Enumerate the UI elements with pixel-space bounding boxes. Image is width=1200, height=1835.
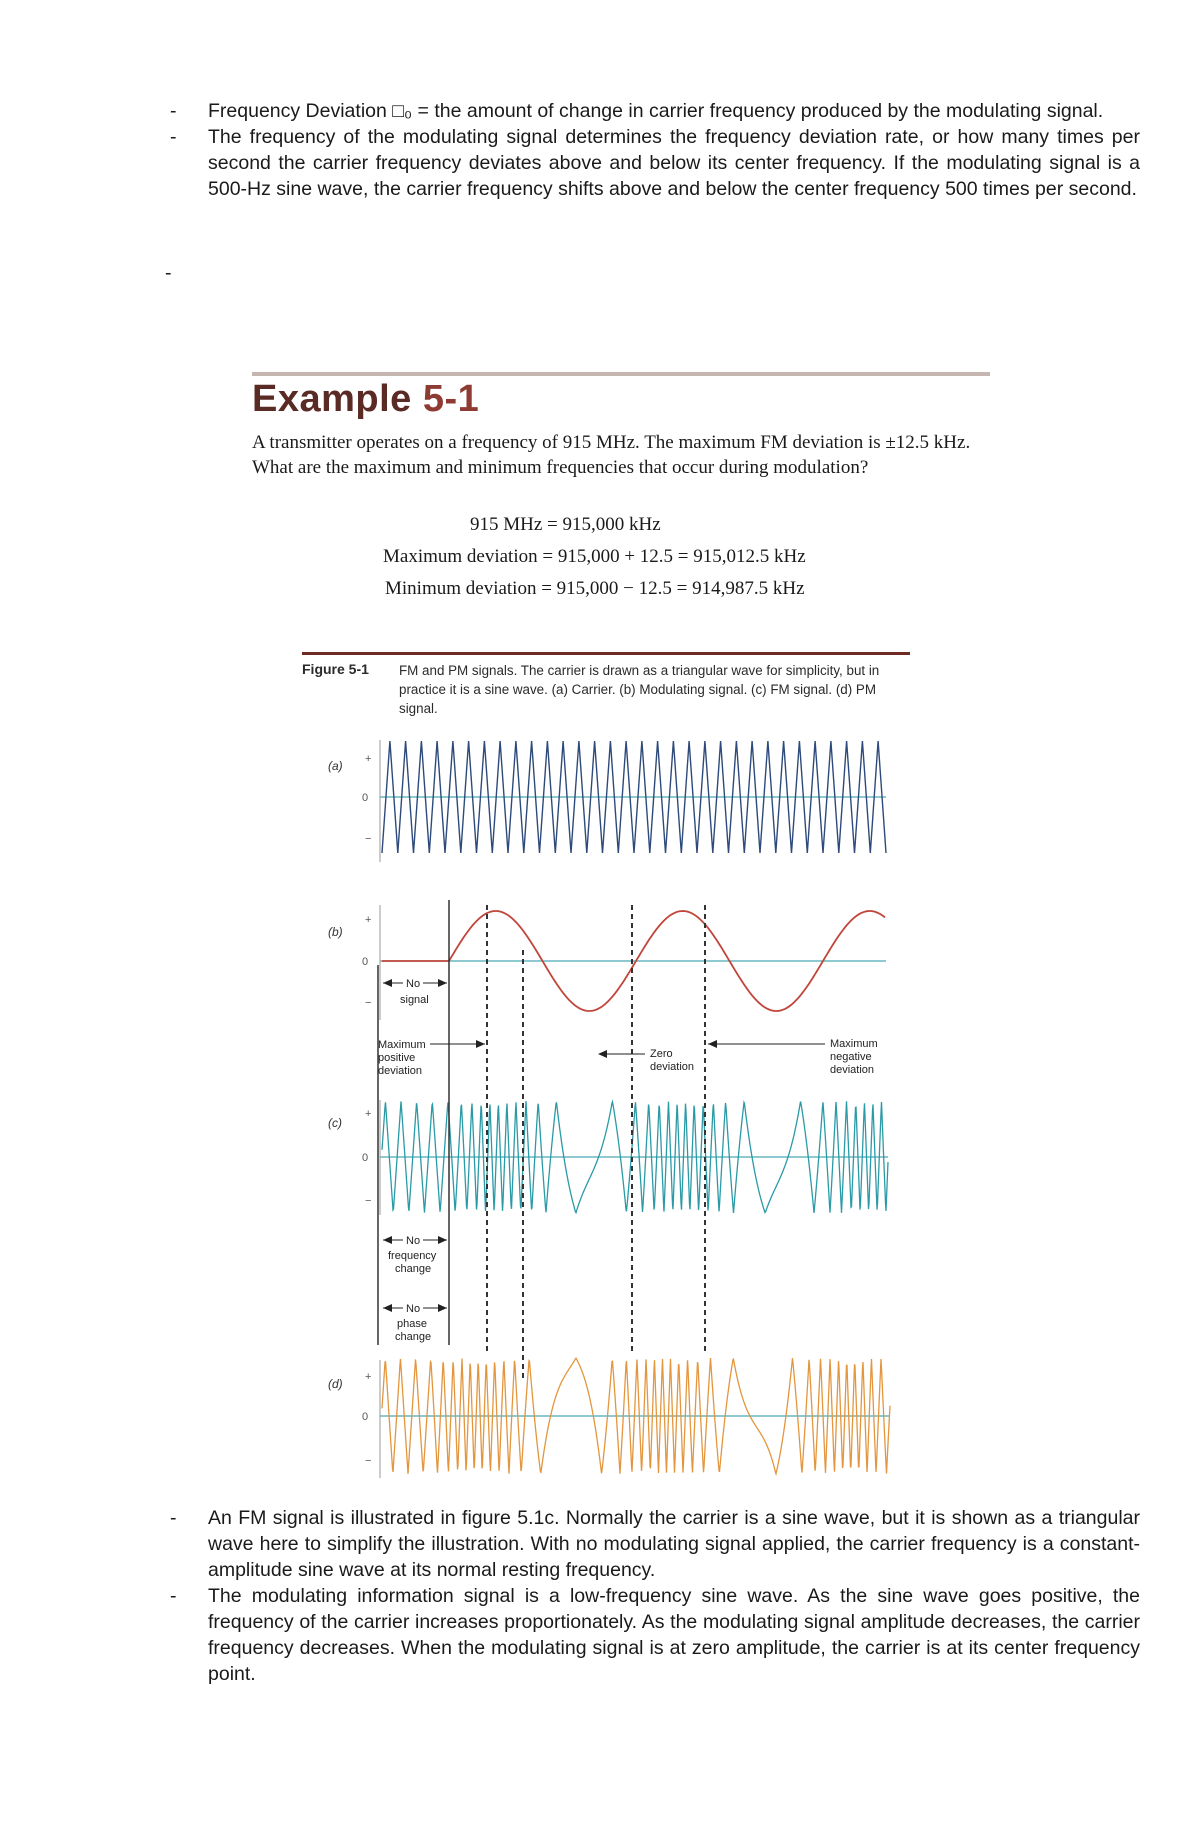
no-signal-label: signal	[400, 994, 429, 1006]
zero-c: 0	[362, 1152, 369, 1164]
max-positive-line2: positive	[378, 1052, 416, 1064]
zero-a: 0	[362, 792, 369, 804]
bullet-text: The frequency of the modulating signal determines the frequency deviation rate, or how many times per second the carrier frequency deviates above and below its center frequency. If the modulating signal is a 500-Hz sine wave, the carrier frequency shifts above and below the center frequency 500 times per second.	[208, 126, 1140, 200]
plus-b: +	[365, 914, 372, 926]
bullet-fm-signal	[160, 1505, 1140, 1583]
max-negative-line2: negative	[830, 1051, 872, 1063]
panel-label-c: (c)	[328, 1116, 342, 1130]
annotation-deviations	[378, 1038, 878, 1077]
example-question: A transmitter operates on a frequency of 915 MHz. The maximum FM deviation is ±12.5 kHz. What are the maximum and minimum frequencies that occur during modulation?	[252, 432, 971, 478]
equation-minimum: Minimum deviation = 915,000 − 12.5 = 914,987.5 kHz	[385, 578, 805, 599]
panel-label-d: (d)	[328, 1377, 343, 1391]
no-signal-no: No	[406, 978, 421, 990]
zero-b: 0	[362, 956, 369, 968]
max-positive-line3: deviation	[378, 1065, 423, 1077]
empty-bullet-dash: -	[165, 262, 172, 284]
max-negative-line3: deviation	[830, 1064, 875, 1076]
example-title-word: Example	[252, 378, 412, 420]
example-title-number: 5-1	[422, 378, 480, 420]
bullet-dash: -	[170, 126, 177, 148]
minus-d: −	[365, 1455, 372, 1467]
no-freq-line1: frequency	[388, 1250, 437, 1262]
no-phase-line2: change	[395, 1331, 432, 1343]
figure-label: Figure 5-1	[302, 661, 369, 677]
panel-label-a: (a)	[328, 759, 343, 773]
bullet-text: Frequency Deviation □₀ = the amount of change in carrier frequency produced by the modulating signal.	[208, 100, 1104, 122]
bullet-dash: -	[170, 1507, 177, 1529]
plus-a: +	[365, 753, 372, 765]
bullet-modulating-signal	[160, 1583, 1140, 1687]
panel-label-b: (b)	[328, 925, 343, 939]
equation-maximum: Maximum deviation = 915,000 + 12.5 = 915,012.5 kHz	[383, 546, 806, 567]
annotation-no-phase-change	[383, 1301, 447, 1343]
bullet-list-bottom	[160, 1505, 1140, 1687]
annotation-no-signal	[383, 976, 447, 1006]
no-phase-no: No	[406, 1303, 421, 1315]
zero-deviation-line2: deviation	[650, 1061, 695, 1073]
annotation-no-frequency-change	[383, 1233, 447, 1275]
zero-d: 0	[362, 1411, 369, 1423]
equation-conversion: 915 MHz = 915,000 kHz	[470, 514, 661, 535]
figure-caption: FM and PM signals. The carrier is drawn as a triangular wave for simplicity, but in practice it is a sine wave. (a) Carrier. (b) Modulating signal. (c) FM signal. (d) PM signal.	[399, 663, 880, 716]
plus-c: +	[365, 1108, 372, 1120]
minus-a: −	[365, 833, 372, 845]
no-phase-line1: phase	[397, 1318, 427, 1330]
bullet-text: The modulating information signal is a low-frequency sine wave. As the sine wave goes positive, the frequency of the carrier increases proportionately. As the modulating signal amplitude decreases, the carrier frequency decreases. When the modulating signal is at zero amplitude, the carrier is at its center frequency point.	[208, 1585, 1140, 1685]
plus-d: +	[365, 1371, 372, 1383]
no-freq-no: No	[406, 1235, 421, 1247]
bullet-dash: -	[170, 1585, 177, 1607]
minus-c: −	[365, 1195, 372, 1207]
bullet-text: An FM signal is illustrated in figure 5.1c. Normally the carrier is a sine wave, but it is shown as a triangular wave here to simplify the illustration. With no modulating signal applied, the carrier frequency is a constant-amplitude sine wave at its normal resting frequency.	[208, 1507, 1140, 1581]
no-freq-line2: change	[395, 1263, 432, 1275]
zero-deviation-line1: Zero	[650, 1048, 673, 1060]
max-negative-line1: Maximum	[830, 1038, 878, 1050]
minus-b: −	[365, 997, 372, 1009]
max-positive-line1: Maximum	[378, 1039, 426, 1051]
bullet-dash: -	[170, 100, 177, 122]
